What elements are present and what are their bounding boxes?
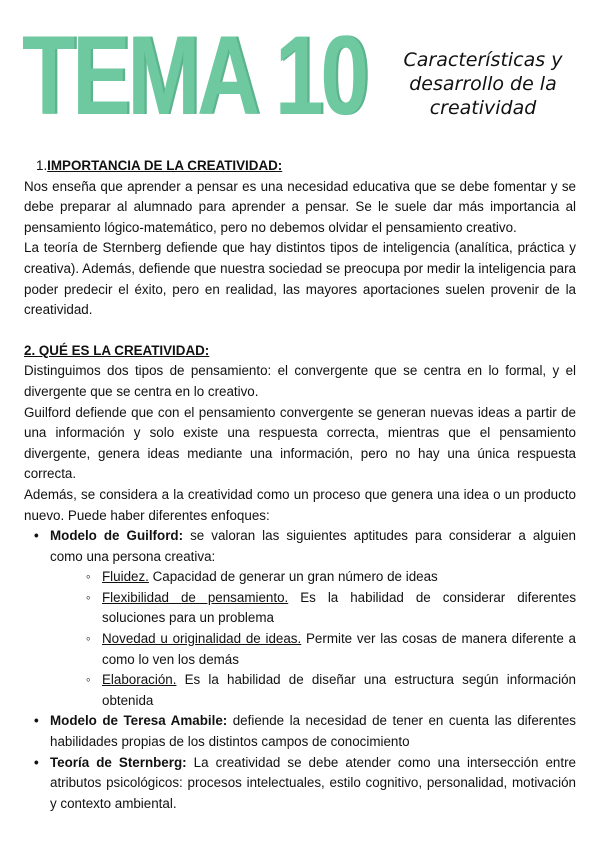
section-1-heading [24,156,576,177]
sub-text: Permite ver las cosas de manera diferente a como lo ven los demás [102,631,576,667]
tema-title-text: TEMA 10 [22,13,366,138]
sublist-item [50,670,576,711]
sub-text: Es la habilidad de diseñar una estructura según información obtenida [102,672,576,708]
spacer [24,321,576,341]
sublist-item [50,629,576,670]
item-label: Modelo de Teresa Amabile: [50,713,228,729]
subtitle [386,48,580,120]
paragraph: La teoría de Sternberg defiende que hay distintos tipos de inteligencia (analítica, práctica y creativa). Además, defiende que nuestra sociedad se preocupa por medir la inteligencia para poder predecir el éxito, pero en realidad, las mayores aportaciones suelen provenir de la creatividad. [24,240,576,318]
approaches-list [24,526,576,814]
paragraph: Nos enseña que aprender a pensar es una necesidad educativa que se debe fomentar y se debe preparar al alumnado para aprender a pensar. Se le suele dar más importancia al pensamiento lógico-matemático, pero no debemos olvidar el pensamiento creativo. [24,178,576,235]
list-item-guilford [24,526,576,711]
item-label: Modelo de Guilford: [50,528,184,544]
item-text: La creatividad se debe atender como una intersección entre atributos psicológicos: procesos intelectuales, estilo cognitivo, personalidad, motivación y contexto ambiental. [50,754,577,811]
sub-term: Elaboración. [102,672,177,688]
sublist-item [50,567,576,588]
paragraph: Guilford defiende que con el pensamiento convergente se generan nuevas ideas a partir de una información y solo existe una respuesta correcta, mientras que el pensamiento divergente, genera ideas mediante una información, pero no hay una única respuesta correcta. [24,404,576,482]
section-2-title: 2. QUÉ ES LA CREATIVIDAD: [24,342,210,358]
subtitle-line: desarrollo de la [409,73,557,95]
section-1-title: IMPORTANCIA DE LA CREATIVIDAD: [47,158,283,173]
document-body [24,156,576,814]
section-2-heading [24,341,576,362]
paragraph: Distinguimos dos tipos de pensamiento: el convergente que se centra en lo formal, y el divergente que se centra en lo creativo. [24,363,576,399]
sub-text: Es la habilidad de considerar diferentes soluciones para un problema [102,589,577,626]
item-label: Teoría de Sternberg: [50,754,187,770]
sublist-item [50,588,576,629]
header [0,0,600,150]
subtitle-line: creatividad [429,97,537,119]
guilford-sublist [50,567,576,711]
sub-text: Capacidad de generar un gran número de ideas [148,569,438,585]
list-item-amabile [24,711,576,752]
paragraph: Además, se considera a la creatividad como un proceso que genera una idea o un producto nuevo. Puede haber diferentes enfoques: [24,486,576,523]
sub-term: Novedad u originalidad de ideas. [102,631,302,647]
list-item-sternberg [24,753,576,815]
item-text: se valoran las siguientes aptitudes para considerar a alguien como una persona creativa: [50,528,577,564]
sub-term: Fluidez. [102,569,149,585]
sub-term: Flexibilidad de pensamiento. [102,589,289,605]
item-text: defiende la necesidad de tener en cuenta las diferentes habilidades propias de los distintos campos de conocimiento [50,713,577,750]
section-1-number: 1. [36,158,48,173]
subtitle-line: Características y [403,49,563,71]
